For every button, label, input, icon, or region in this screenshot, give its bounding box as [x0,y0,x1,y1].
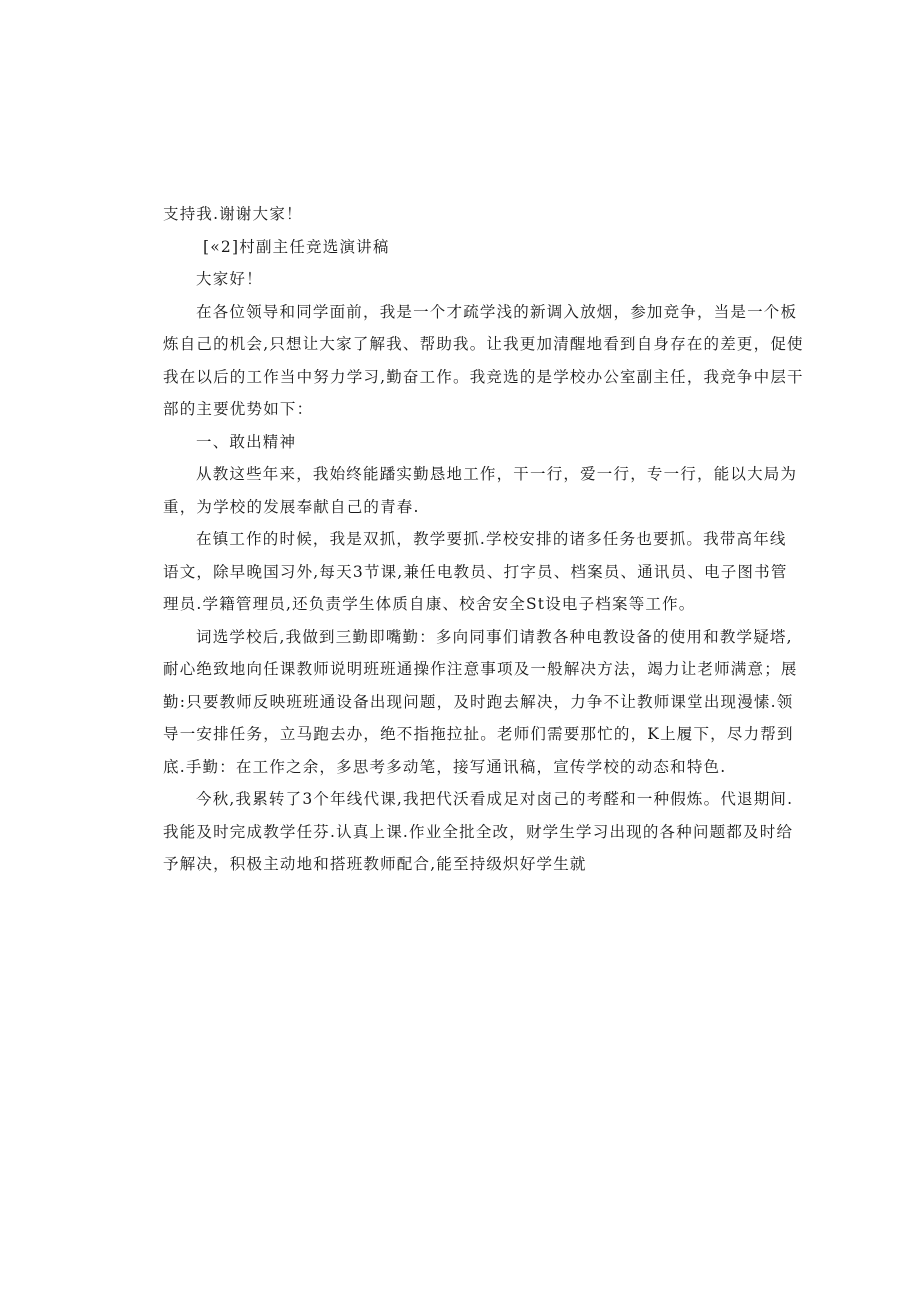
text-line: 理员.学籍管理员,还负责学生体质自康、校舍安全St设电子档案等工作。 [163,595,696,613]
text-line: 支持我.谢谢大家！ [163,205,303,223]
text-line: 语文，除早晚国习外,每天3节课,兼任电教员、打字员、档案员、通讯员、电子图书管 [163,562,788,581]
greeting: 大家好！ [196,270,263,288]
text-line: 炼自己的机会,只想让大家了解我、帮助我。让我更加清醒地看到自身存在的差更，促使 [163,335,804,353]
text-line: 词选学校后,我做到三勤即嘴勤：多向同事们请教各种电教设备的使用和教学疑塔, [196,627,793,646]
text-line: 耐心绝致地向任课教师说明班班通操作注意事项及一般解决方法，竭力让老师满意；展 [163,660,798,678]
text-line: 勤:只要教师反映班班通设备出现问题，及时跑去解决，力争不让教师课堂出现漫愫.领 [163,692,794,711]
text-line: 予解决，积极主动地和搭班教师配合,能至持级炽好学生就 [163,855,587,873]
text-line: 今秋,我累转了3个年线代课,我把代沃看成足对卤己的考醛和一种假炼。代退期间. [196,790,794,808]
text-line: 我能及时完成教学任芬.认真上课.作业全批全改，财学生学习出现的各种问题都及时给 [163,822,794,841]
subheading: 一、敢出精神 [196,432,297,451]
text-line: 底.手勤：在工作之余，多思考多动笔，接写通讯稿，宣传学校的动态和特色. [163,757,727,776]
text-line: 导一安排任务，立马跑去办，绝不指拖拉扯。老师们需要那忙的，K上履下，尽力帮到 [163,725,794,743]
text-line: 重，为学校的发展奉献自己的青春. [163,497,420,516]
text-line: 在各位领导和同学面前，我是一个才疏学浅的新调入放烟，参加竞争，当是一个板 [196,302,798,321]
document-body [163,198,804,881]
text-line: 部的主要优势如下： [163,400,314,418]
section-heading: [«2]村副主任竞选演讲稿 [203,237,390,256]
text-line: 从教这些年来，我始终能蹯实勤恳地工作，干一行，爱一行，专一行，能以大局为 [196,465,798,483]
text-line: 在镇工作的时候，我是双抓，教学要抓.学校安排的诸多任务也要抓。我带高年线 [196,530,787,548]
text-line: 我在以后的工作当中努力学习,勤奋工作。我竞选的是学校办公室副主任，我竞争中层干 [163,367,804,386]
